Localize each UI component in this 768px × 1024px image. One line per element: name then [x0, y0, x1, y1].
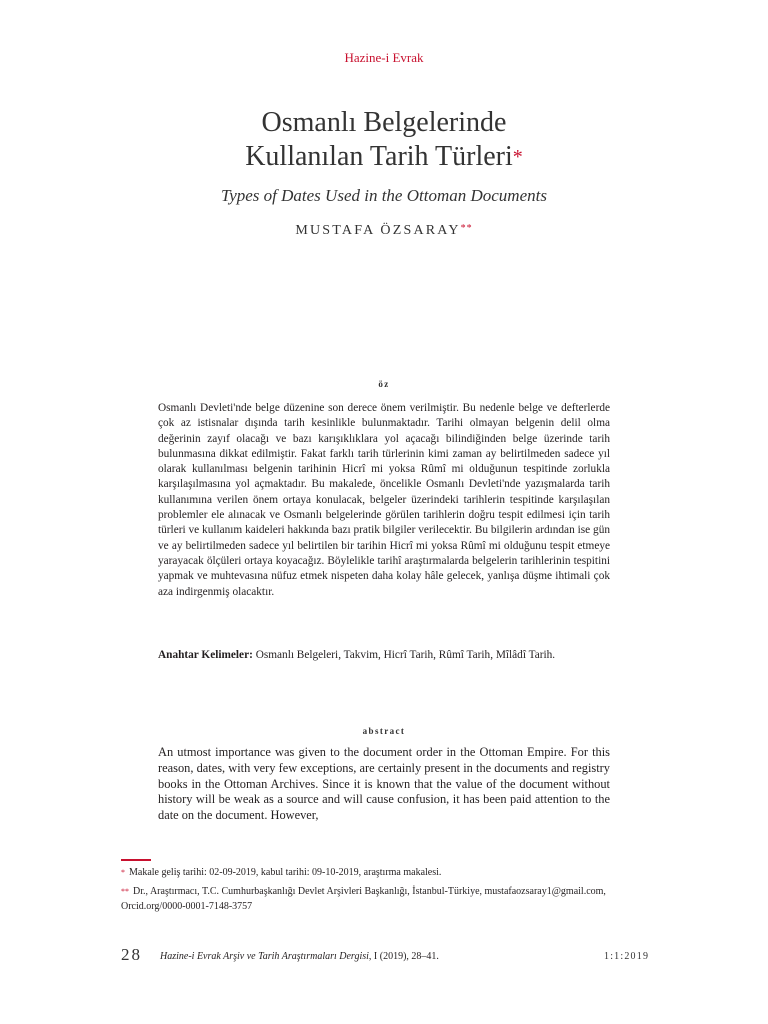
- oz-heading: öz: [378, 379, 390, 389]
- citation-details: , I (2019), 28–41.: [368, 951, 439, 962]
- oz-paragraph: Osmanlı Devleti'nde belge düzenine son derece önem verilmiştir. Bu nedenle belge ve defterlerde çok az istisnalar dışında tarih kesinlikle bulunmaktadır. Tarihi olmayan belgenin delil olma değerinin zayıf olacağı ve bazı karışıklıklara yol açacağı bilindiğinden belge üzerinde tarih bulunmasına dikkat edilmiştir. Fakat farklı tarih türlerinin kimi zaman ay belirtilmeden sadece yıl olarak kullanılması belgenin tarihinin Hicrî mi yoksa Rûmî mi olduğunun tespitinde zorlukla karşılaşılmasına yol açmaktadır. Bu makalede, öncelikle Osmanlı Devleti'nde yazışmalarda tarih kullanımına verilen önem ortaya konulacak, belgeler üzerindeki tarihlerin tespitinde karşılaşılan problemler ele alınacak ve Osmanlı belgelerinde görülen tarihlerin doğru tespit edilmesi için tarih türleri ve kullanım kaideleri hakkında bazı pratik bilgiler verilecektir. Bu bilgilerin ardından ise gün ve ay belirtilmeden sadece yıl belirtilen bir tarihin Hicrî mi yoksa Rûmî mi olduğunu tespit etmeye yarayacak ölçüleri ortaya koyacağız. Böylelikle tarihî araştırmalarda belgelerin tarihlerinin tespitini yapmak ve muhtevasına nüfuz etmek nispeten daha kolay hâle gelecek, yanlışa düşme ihtimali çok aza indirgenmiş olacaktır.: [158, 402, 610, 598]
- footnote-2: [121, 885, 611, 914]
- author-footnote-mark: **: [460, 223, 473, 234]
- footnote-2-mark: **: [121, 887, 129, 896]
- edition-code: 1:1:2019: [604, 951, 650, 962]
- citation: [160, 951, 439, 962]
- title-line-1: Osmanlı Belgelerinde: [261, 107, 507, 138]
- page-number: 28: [121, 945, 142, 964]
- footnote-divider: [121, 859, 151, 861]
- citation-journal: Hazine-i Evrak Arşiv ve Tarih Araştırmaları Dergisi: [160, 951, 369, 962]
- footnote-1-text: Makale geliş tarihi: 02-09-2019, kabul tarihi: 09-10-2019, araştırma makalesi.: [129, 867, 442, 878]
- journal-name: Hazine-i Evrak: [344, 50, 424, 65]
- abstract-paragraph: An utmost importance was given to the document order in the Ottoman Empire. For this reason, dates, with very few exceptions, are certainly present in the documents and registry books in the Ottoman Archives. Since it is known that the value of the document without history will be weak as a source and will cause confusion, it has been paid attention to the date on the document. However,: [158, 745, 610, 823]
- article-subtitle: Types of Dates Used in the Ottoman Documents: [221, 186, 547, 205]
- keywords-text: Osmanlı Belgeleri, Takvim, Hicrî Tarih, Rûmî Tarih, Mîlâdî Tarih.: [255, 649, 556, 661]
- author-name: MUSTAFA ÖZSARAY: [295, 223, 461, 238]
- title-line-2: Kullanılan Tarih Türleri: [245, 141, 513, 172]
- keywords-label: Anahtar Kelimeler:: [158, 649, 253, 661]
- abstract-heading: abstract: [362, 726, 406, 736]
- keywords: [158, 648, 610, 663]
- article-title: [0, 106, 768, 174]
- footnote-2-text: Dr., Araştırmacı, T.C. Cumhurbaşkanlığı Devlet Arşivleri Başkanlığı, İstanbul-Türkiye, mustafaozsaray1@gmail.com, Orcid.org/0000-0001-7148-3757: [121, 886, 606, 912]
- title-footnote-mark: *: [512, 146, 523, 168]
- footnote-1-mark: *: [121, 868, 125, 877]
- footnote-1: [121, 866, 611, 881]
- author-name-line: [0, 223, 768, 239]
